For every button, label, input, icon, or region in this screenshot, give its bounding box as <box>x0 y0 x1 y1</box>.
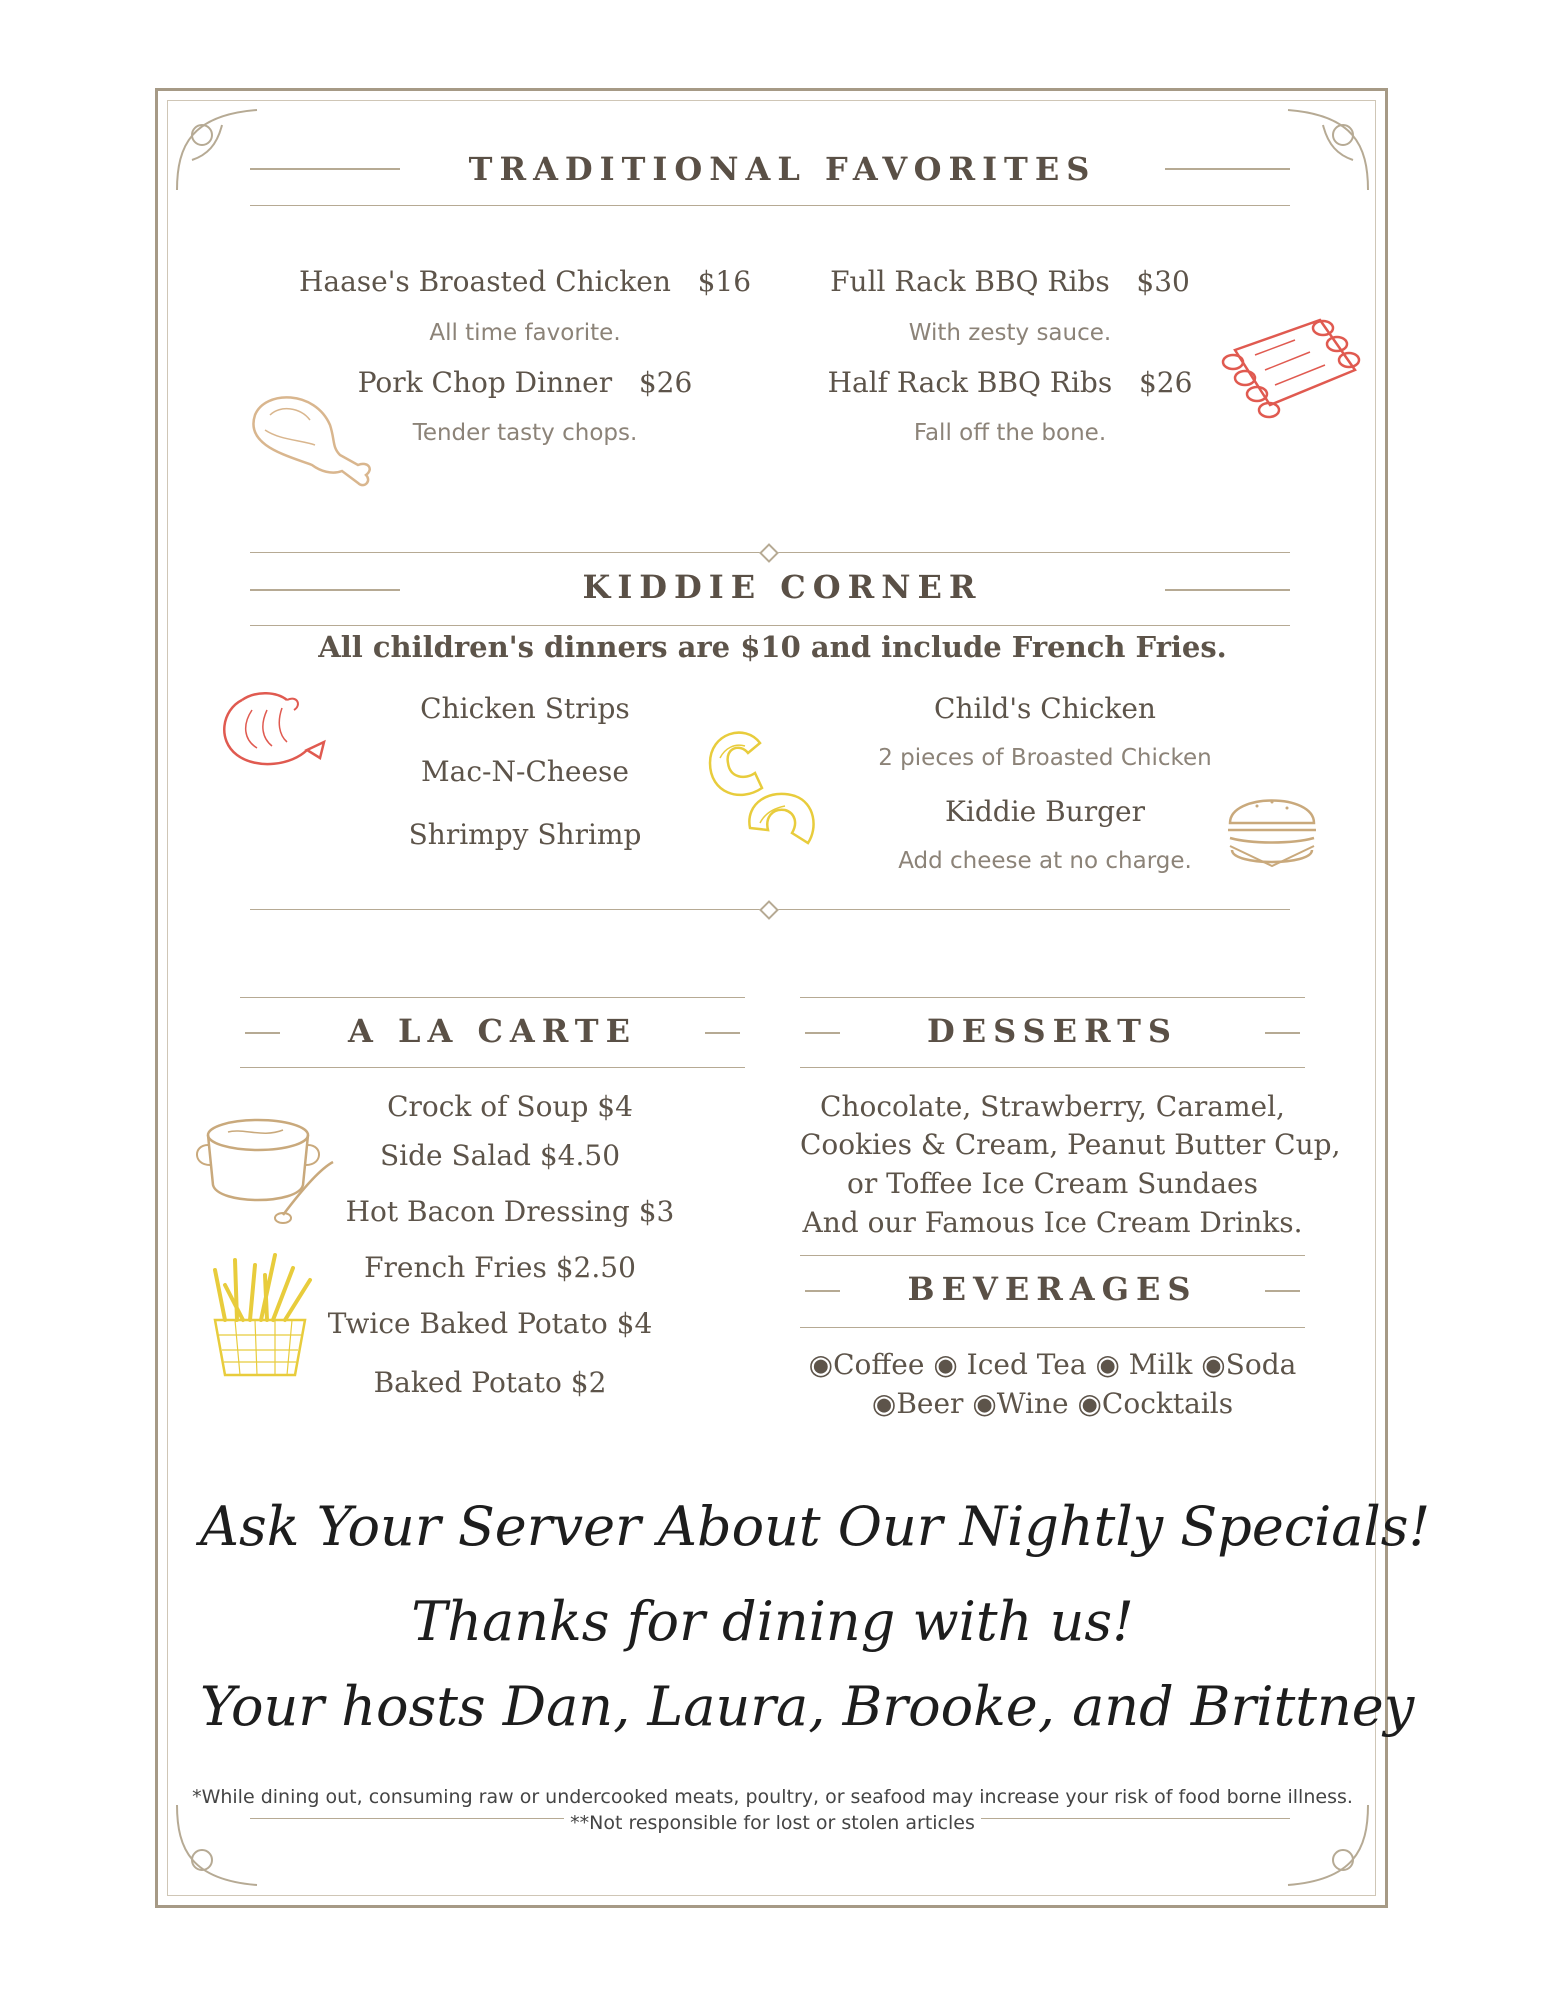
heading-rule <box>245 1032 280 1034</box>
menu-item-half-rack-ribs <box>780 366 1240 399</box>
corner-ornament-icon <box>172 105 262 195</box>
heading-rule <box>805 1290 840 1292</box>
heading-rule <box>705 1032 740 1034</box>
item-name: Full Rack BBQ Ribs <box>830 265 1110 298</box>
item-description: Add cheese at no charge. <box>898 848 1192 874</box>
section-divider <box>240 1067 745 1068</box>
heading-rule <box>250 168 400 170</box>
specials-message: Ask Your Server About Our Nightly Specials! <box>200 1495 1431 1558</box>
item-description: With zesty sauce. <box>908 320 1112 346</box>
item-price: $26 <box>1138 366 1193 399</box>
alacarte-heading: A LA CARTE <box>348 1012 637 1050</box>
item-price: $26 <box>638 366 693 399</box>
section-divider <box>250 205 1290 206</box>
health-disclaimer: *While dining out, consuming raw or undercooked meats, poultry, or seafood may increase your risk of food borne illness. <box>192 1786 1353 1808</box>
traditional-heading: TRADITIONAL FAVORITES <box>468 150 1097 188</box>
section-divider <box>800 1067 1305 1068</box>
liability-note <box>190 1812 1355 1834</box>
item-description: All time favorite. <box>429 320 621 346</box>
alacarte-item: French Fries $2.50 <box>364 1251 636 1284</box>
alacarte-item: Hot Bacon Dressing $3 <box>345 1195 675 1228</box>
liability-note-text: **Not responsible for lost or stolen articles <box>564 1812 981 1834</box>
beverage-line: ◉Coffee ◉ Iced Tea ◉ Milk ◉Soda <box>808 1348 1297 1381</box>
dessert-line: And our Famous Ice Cream Drinks. <box>802 1206 1303 1239</box>
french-fries-icon <box>195 1250 325 1380</box>
thanks-message: Thanks for dining with us! <box>411 1590 1134 1653</box>
dessert-line: Chocolate, Strawberry, Caramel, <box>820 1090 1285 1123</box>
kiddie-subtitle: All children's dinners are $10 and include French Fries. <box>318 630 1227 664</box>
heading-rule <box>1165 168 1290 170</box>
beverages-heading: BEVERAGES <box>907 1270 1198 1308</box>
kiddie-heading: KIDDIE CORNER <box>582 568 983 606</box>
burger-icon <box>1222 778 1322 878</box>
item-name: Pork Chop Dinner <box>357 366 613 399</box>
kiddie-item: Child's Chicken <box>934 692 1156 725</box>
beverage-line: ◉Beer ◉Wine ◉Cocktails <box>871 1387 1234 1420</box>
section-divider <box>800 1255 1305 1256</box>
heading-rule <box>1265 1032 1300 1034</box>
kiddie-item: Kiddie Burger <box>944 795 1146 828</box>
desserts-heading: DESSERTS <box>927 1012 1178 1050</box>
section-divider <box>800 997 1305 998</box>
menu-item-full-rack-ribs <box>780 265 1240 298</box>
item-description: Tender tasty chops. <box>412 420 638 446</box>
shrimp-icon <box>212 680 332 780</box>
menu-item-broasted-chicken <box>285 265 765 298</box>
hosts-message: Your hosts Dan, Laura, Brooke, and Brittney <box>200 1675 1415 1738</box>
item-description: 2 pieces of Broasted Chicken <box>878 745 1212 771</box>
item-price: $16 <box>697 265 752 298</box>
ribs-icon <box>1215 310 1370 430</box>
item-name: Haase's Broasted Chicken <box>298 265 671 298</box>
kiddie-item: Shrimpy Shrimp <box>408 818 642 851</box>
alacarte-item: Twice Baked Potato $4 <box>327 1307 653 1340</box>
heading-rule <box>805 1032 840 1034</box>
item-name: Half Rack BBQ Ribs <box>827 366 1113 399</box>
section-divider <box>240 997 745 998</box>
alacarte-item: Baked Potato $2 <box>373 1366 607 1399</box>
kiddie-item: Chicken Strips <box>420 692 630 725</box>
item-description: Fall off the bone. <box>913 420 1107 446</box>
chicken-leg-icon <box>240 385 380 500</box>
corner-ornament-icon <box>1283 105 1373 195</box>
alacarte-item: Side Salad $4.50 <box>379 1139 621 1172</box>
dessert-line: or Toffee Ice Cream Sundaes <box>847 1167 1258 1200</box>
section-divider <box>800 1327 1305 1328</box>
macaroni-icon <box>700 718 825 853</box>
dessert-line: Cookies & Cream, Peanut Butter Cup, <box>800 1128 1341 1161</box>
heading-rule <box>1165 589 1290 591</box>
item-price: $30 <box>1136 265 1190 298</box>
alacarte-item: Crock of Soup $4 <box>387 1090 633 1123</box>
soup-icon <box>188 1100 338 1230</box>
kiddie-item: Mac-N-Cheese <box>420 755 629 788</box>
heading-rule <box>1265 1290 1300 1292</box>
section-divider <box>250 625 1290 626</box>
heading-rule <box>250 589 400 591</box>
